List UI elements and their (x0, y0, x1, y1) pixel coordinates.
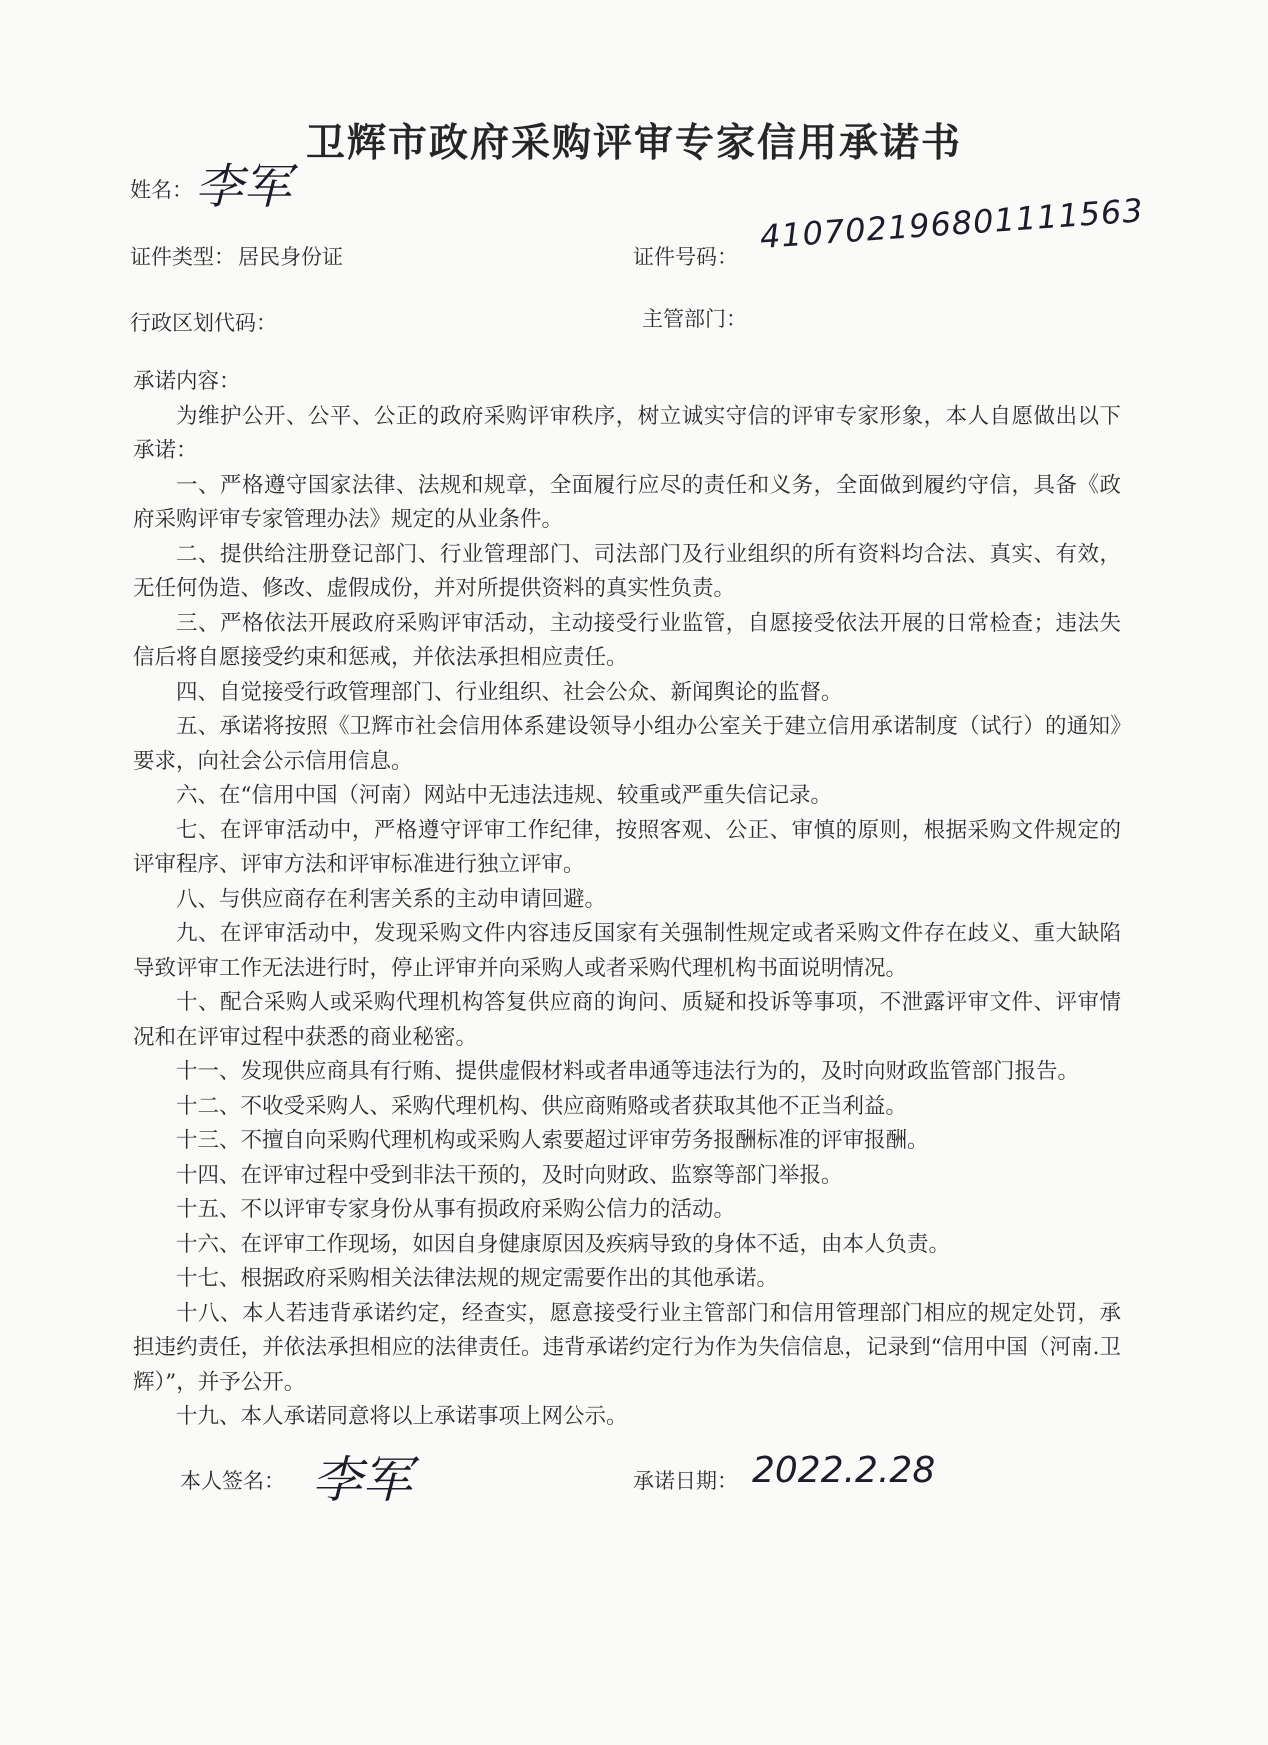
date-handwritten: 2022.2.28 (752, 1450, 936, 1491)
commitment-item: 十五、不以评审专家身份从事有损政府采购公信力的活动。 (176, 1197, 736, 1222)
name-label: 姓名： (130, 178, 193, 202)
name-handwritten: 李军 (195, 159, 292, 215)
commitment-body (133, 365, 1121, 1435)
commitment-item: 十七、根据政府采购相关法律法规的规定需要作出的其他承诺。 (176, 1266, 779, 1291)
commitment-item: 十八、本人若违背承诺约定，经查实，愿意接受行业主管部门和信用管理部门相应的规定处罚，承担违约责任，并依法承担相应的法律责任。违背承诺约定行为作为失信信息，记录到“信用中国（河南.卫辉）”，并予公开。 (133, 1300, 1121, 1395)
commitment-item: 十九、本人承诺同意将以上承诺事项上网公示。 (176, 1404, 628, 1429)
id-type-label: 证件类型： (130, 245, 235, 269)
commitment-item: 十一、发现供应商具有行贿、提供虚假材料或者串通等违法行为的，及时向财政监管部门报告。 (176, 1059, 1080, 1084)
commitment-item: 十二、不收受采购人、采购代理机构、供应商贿赂或者获取其他不正当利益。 (176, 1093, 908, 1119)
signature-handwritten: 李军 (312, 1451, 412, 1509)
region-code-label: 行政区划代码： (130, 311, 277, 335)
commitment-intro: 为维护公开、公平、公正的政府采购评审秩序，树立诚实守信的评审专家形象，本人自愿做出以下承诺： (133, 403, 1121, 463)
signature-label: 本人签名： (180, 1469, 285, 1493)
commitment-item: 一、严格遵守国家法律、法规和规章，全面履行应尽的责任和义务，全面做到履约守信，具备《政府采购评审专家管理办法》规定的从业条件。 (133, 472, 1121, 532)
document-title: 卫辉市政府采购评审专家信用承诺书 (305, 121, 962, 166)
commitment-item: 十四、在评审过程中受到非法干预的，及时向财政、监察等部门举报。 (176, 1162, 843, 1188)
commitment-item: 十、配合采购人或采购代理机构答复供应商的询问、质疑和投诉等事项，不泄露评审文件、评审情况和在评审过程中获悉的商业秘密。 (133, 990, 1121, 1050)
department-label: 主管部门： (642, 307, 747, 331)
commitment-item: 三、严格依法开展政府采购评审活动，主动接受行业监管，自愿接受依法开展的日常检查；违法失信后将自愿接受约束和惩戒，并依法承担相应责任。 (133, 610, 1121, 670)
commitment-item: 八、与供应商存在利害关系的主动申请回避。 (176, 886, 607, 912)
commitment-heading: 承诺内容： (133, 369, 241, 394)
commitment-item: 七、在评审活动中，严格遵守评审工作纪律，按照客观、公正、审慎的原则，根据采购文件规定的评审程序、评审方法和评审标准进行独立评审。 (133, 817, 1121, 877)
id-number-label: 证件号码： (633, 245, 738, 269)
id-type-value: 居民身份证 (238, 245, 343, 269)
commitment-item: 十三、不擅自向采购代理机构或采购人索要超过评审劳务报酬标准的评审报酬。 (176, 1128, 929, 1153)
commitment-item: 九、在评审活动中，发现采购文件内容违反国家有关强制性规定或者采购文件存在歧义、重大缺陷导致评审工作无法进行时，停止评审并向采购人或者采购代理机构书面说明情况。 (133, 921, 1121, 981)
commitment-item: 四、自觉接受行政管理部门、行业组织、社会公众、新闻舆论的监督。 (176, 679, 843, 705)
commitment-item: 六、在“信用中国（河南）网站中无违法违规、较重或严重失信记录。 (176, 783, 832, 808)
date-label: 承诺日期： (633, 1469, 738, 1493)
commitment-item: 五、承诺将按照《卫辉市社会信用体系建设领导小组办公室关于建立信用承诺制度（试行）的通知》要求，向社会公示信用信息。 (133, 714, 1121, 774)
commitment-item: 十六、在评审工作现场，如因自身健康原因及疾病导致的身体不适，由本人负责。 (176, 1231, 951, 1257)
commitment-item: 二、提供给注册登记部门、行业管理部门、司法部门及行业组织的所有资料均合法、真实、有效，无任何伪造、修改、虚假成份，并对所提供资料的真实性负责。 (133, 541, 1121, 601)
id-number-handwritten: 410702196801111563 (758, 191, 1145, 256)
